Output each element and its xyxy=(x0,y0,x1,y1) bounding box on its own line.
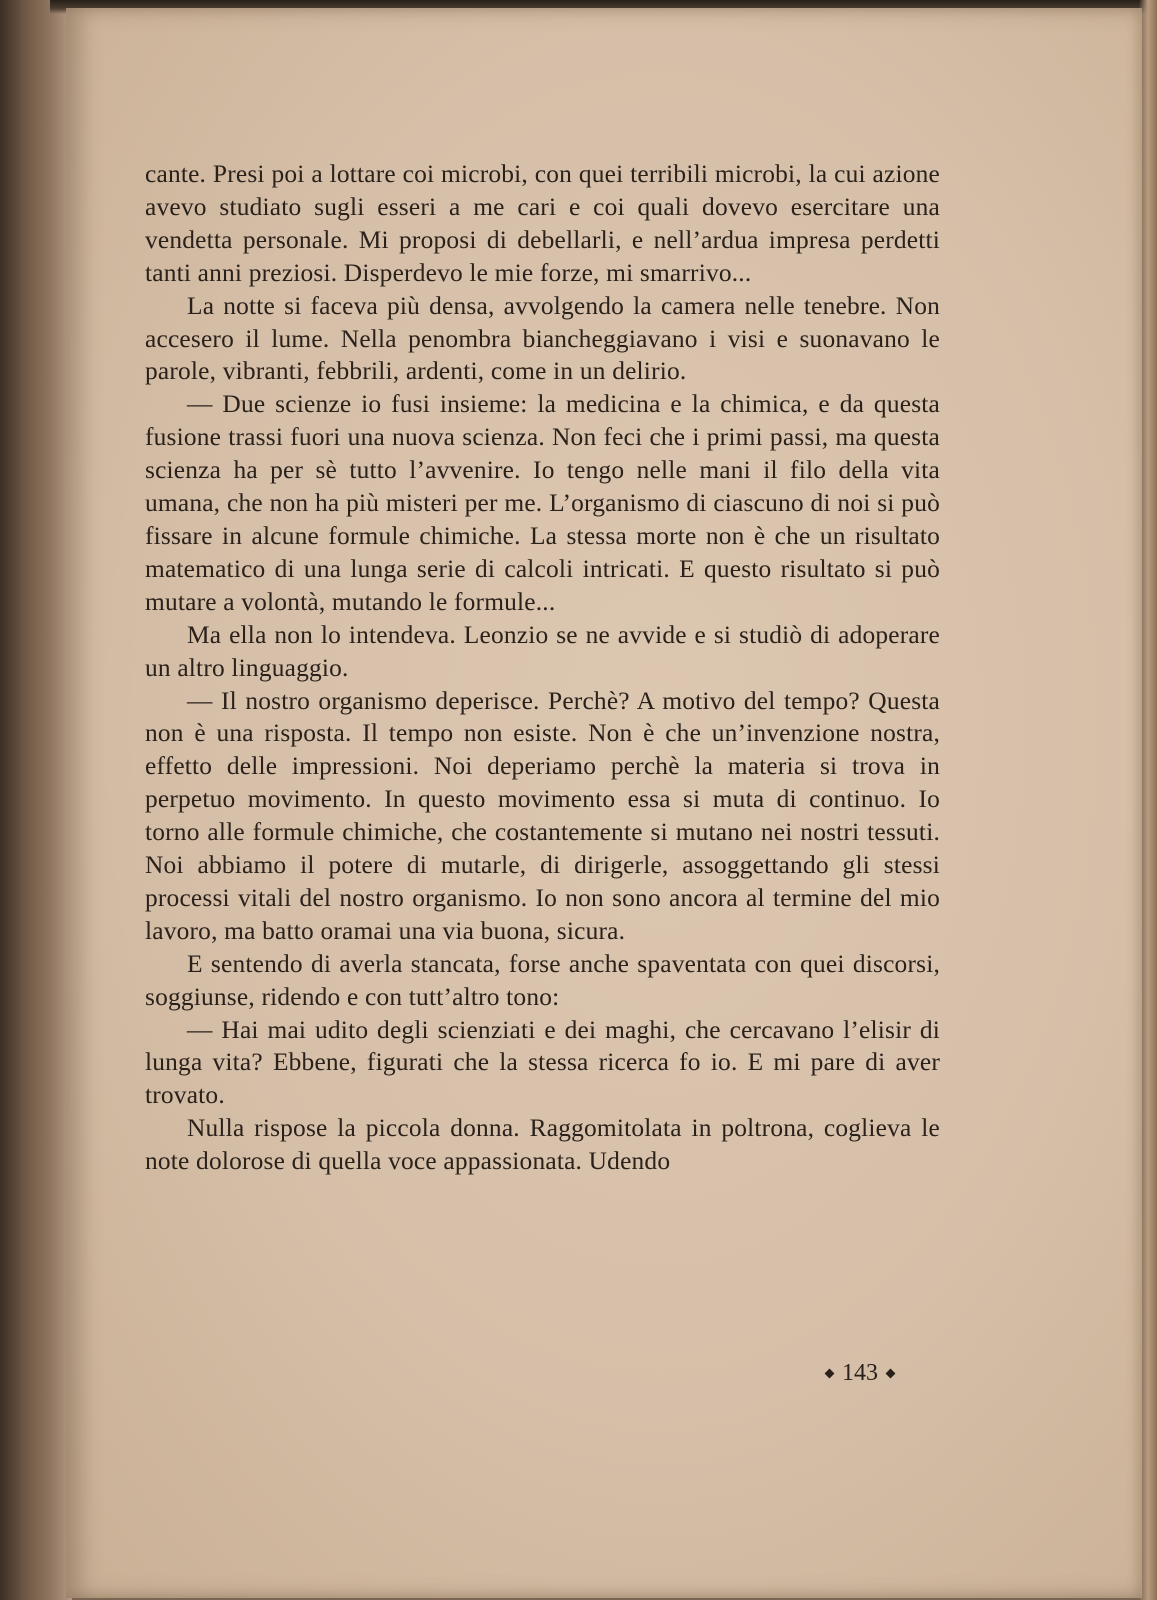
paragraph: — Due scienze io fusi insieme: la medicina e la chimica, e da questa fusione trassi fuori una nuova scienza. Non feci che i primi passi, ma questa scienza ha per sè tutto l’avvenire. Io tengo nelle mani il filo della vita umana, che non ha più misteri per me. L’organismo di ciascuno di noi si può fissare in alcune formule chimiche. La stessa morte non è che un risultato matematico di una lunga serie di calcoli intricati. E questo risultato si può mutare a volontà, mutando le formule... xyxy=(145,390,940,616)
body-text xyxy=(145,158,940,1178)
book-spine xyxy=(0,0,72,1600)
paragraph: La notte si faceva più densa, avvolgendo la camera nelle tenebre. Non accesero il lume. Nella penombra biancheggiavano i visi e suonavano le parole, vibranti, febbrili, ardenti, come in un delirio. xyxy=(145,291,940,386)
page-right-edge xyxy=(1139,0,1157,1600)
page-number: 143 xyxy=(842,1360,878,1386)
paragraph: cante. Presi poi a lottare coi microbi, con quei terribili microbi, la cui azione avevo studiato sugli esseri a me cari e coi quali dovevo esercitare una vendetta personale. Mi proposi di debellarli, e nell’ardua impresa perdetti tanti anni preziosi. Disperdevo le mie forze, mi smarrivo... xyxy=(145,160,940,287)
diamond-ornament-icon xyxy=(825,1369,835,1379)
paragraph: — Hai mai udito degli scienziati e dei maghi, che cercavano l’elisir di lunga vita? Ebbene, figurati che la stessa ricerca fo io. E mi pare di aver trovato. xyxy=(145,1015,940,1110)
paragraph: Nulla rispose la piccola donna. Raggomitolata in poltrona, coglieva le note dolorose di quella voce appassionata. Udendo xyxy=(145,1114,940,1176)
page-number-footer xyxy=(826,1360,894,1387)
paragraph: — Il nostro organismo deperisce. Perchè? A motivo del tempo? Questa non è una risposta. Il tempo non esiste. Non è che un’invenzione nostra, effetto delle impressioni. Noi deperiamo perchè la materia si trova in perpetuo movimento. In questo movimento essa si muta di continuo. Io torno alle formule chimiche, che costantemente si mutano nei nostri tessuti. Noi abbiamo il potere di mutarle, di dirigerle, assoggettando gli stessi processi vitali del nostro organismo. Io non sono ancora al termine del mio lavoro, ma batto oramai una via buona, sicura. xyxy=(145,686,940,945)
paragraph: E sentendo di averla stancata, forse anche spaventata con quei discorsi, soggiunse, ridendo e con tutt’altro tono: xyxy=(145,949,940,1011)
paragraph: Ma ella non lo intendeva. Leonzio se ne avvide e si studiò di adoperare un altro linguaggio. xyxy=(145,620,940,682)
diamond-ornament-icon xyxy=(886,1369,896,1379)
